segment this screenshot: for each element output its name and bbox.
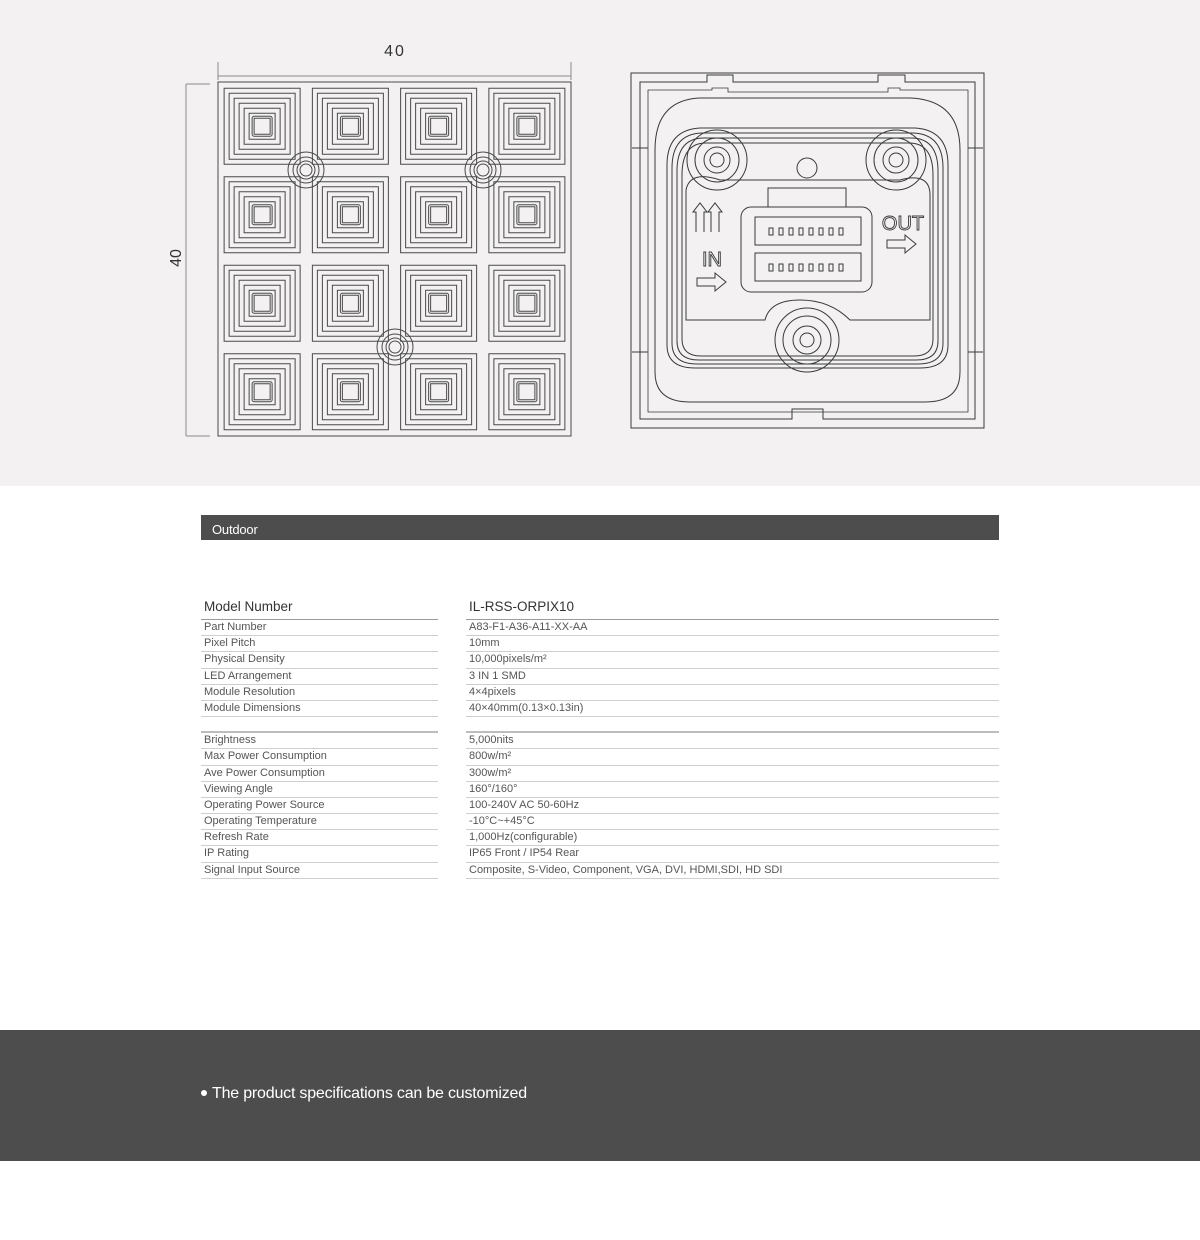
spec-value: 160°/160° [466, 782, 999, 798]
connector-pin [799, 228, 803, 235]
spec-value: 40×40mm(0.13×0.13in) [466, 701, 999, 717]
spec-value: 4×4pixels [466, 685, 999, 701]
led-pixel [401, 88, 477, 164]
spec-group-performance [201, 733, 999, 879]
led-pixel [489, 354, 565, 430]
spec-label: Ave Power Consumption [201, 766, 438, 782]
led-pixel [224, 354, 300, 430]
connector-pin [809, 228, 813, 235]
spec-row [201, 733, 999, 749]
led-pixel [312, 265, 388, 341]
product-drawing-area [0, 0, 1200, 486]
spec-header-row [201, 597, 999, 620]
spec-label: Signal Input Source [201, 863, 438, 879]
led-pixel [224, 88, 300, 164]
connector-pin [829, 264, 833, 271]
out-arrow-icon [887, 235, 916, 253]
spec-value: 100-240V AC 50-60Hz [466, 798, 999, 814]
mount-hole-left [687, 130, 747, 190]
connector-pin [799, 264, 803, 271]
spec-row [201, 830, 999, 846]
section-header-bar [201, 515, 999, 540]
connector-pin [769, 228, 773, 235]
divider-left [201, 717, 438, 733]
spec-label: Physical Density [201, 652, 438, 668]
locator-hole [797, 158, 817, 178]
spec-row [201, 636, 999, 652]
spec-row [201, 863, 999, 879]
module-back-view [631, 73, 984, 428]
led-pixel [401, 177, 477, 253]
connector-pin [819, 264, 823, 271]
spec-label: Operating Power Source [201, 798, 438, 814]
connector-pin [779, 264, 783, 271]
led-pixel [401, 354, 477, 430]
module-front-view [218, 82, 571, 436]
connector-pin [839, 264, 843, 271]
spec-label: Pixel Pitch [201, 636, 438, 652]
height-label: 40 [168, 249, 185, 267]
led-pixel [489, 265, 565, 341]
spec-value: 300w/m² [466, 766, 999, 782]
spec-label: Refresh Rate [201, 830, 438, 846]
led-pixel [312, 88, 388, 164]
spec-value: 10mm [466, 636, 999, 652]
spec-row [201, 798, 999, 814]
led-pixel [312, 177, 388, 253]
spec-label: LED Arrangement [201, 669, 438, 685]
connector-top [755, 217, 861, 245]
spec-value: -10°C~+45°C [466, 814, 999, 830]
spec-label: Viewing Angle [201, 782, 438, 798]
module-technical-drawing [0, 0, 1200, 486]
spec-label: Module Dimensions [201, 701, 438, 717]
screw-hole [377, 329, 413, 365]
spec-row [201, 814, 999, 830]
spec-row [201, 782, 999, 798]
connector-pin [789, 228, 793, 235]
up-arrows-icon [693, 203, 722, 232]
led-pixel [401, 265, 477, 341]
led-pixel [489, 177, 565, 253]
divider-right [466, 717, 999, 733]
screw-hole [288, 152, 324, 188]
spec-row [201, 701, 999, 717]
width-dimension [218, 43, 571, 80]
out-label: OUT [881, 213, 925, 235]
spec-row [201, 620, 999, 636]
spec-label: Operating Temperature [201, 814, 438, 830]
connector-pin [819, 228, 823, 235]
spec-header-value: IL-RSS-ORPIX10 [466, 597, 999, 620]
connector-pin [789, 264, 793, 271]
customization-note-text: The product specifications can be customized [212, 1085, 527, 1102]
spec-table [201, 597, 999, 879]
height-dimension [168, 84, 210, 436]
spec-header-label: Model Number [201, 597, 438, 620]
connector-pin [809, 264, 813, 271]
mount-hole-bottom [775, 308, 839, 372]
led-pixel [312, 354, 388, 430]
bullet-icon [201, 1090, 207, 1096]
spec-value: 5,000nits [466, 733, 999, 749]
led-pixel [224, 177, 300, 253]
spec-label: IP Rating [201, 846, 438, 862]
section-title: Outdoor [212, 522, 258, 537]
led-pixel [224, 265, 300, 341]
spec-row [201, 846, 999, 862]
spec-value: IP65 Front / IP54 Rear [466, 846, 999, 862]
spec-label: Part Number [201, 620, 438, 636]
spec-value: 10,000pixels/m² [466, 652, 999, 668]
spec-value: A83-F1-A36-A11-XX-AA [466, 620, 999, 636]
connector-pin [829, 228, 833, 235]
spec-row [201, 749, 999, 765]
led-pixel [489, 88, 565, 164]
spec-label: Brightness [201, 733, 438, 749]
screw-hole [465, 152, 501, 188]
in-arrow-icon [697, 273, 726, 291]
customization-note [201, 1085, 527, 1103]
footer-band [0, 1030, 1200, 1161]
spec-value: 1,000Hz(configurable) [466, 830, 999, 846]
spec-row [201, 766, 999, 782]
spec-label: Module Resolution [201, 685, 438, 701]
spec-group-general [201, 620, 999, 717]
spec-label: Max Power Consumption [201, 749, 438, 765]
in-label: IN [702, 249, 722, 271]
spec-value: Composite, S-Video, Component, VGA, DVI, HDMI,SDI, HD SDI [466, 863, 999, 879]
mount-hole-right [866, 130, 926, 190]
spec-value: 800w/m² [466, 749, 999, 765]
connector-pin [779, 228, 783, 235]
connector-bottom [755, 253, 861, 281]
spec-row [201, 669, 999, 685]
spec-group-divider [201, 717, 999, 733]
spec-row [201, 685, 999, 701]
spec-value: 3 IN 1 SMD [466, 669, 999, 685]
connector-pin [839, 228, 843, 235]
connector-pin [769, 264, 773, 271]
width-label: 40 [384, 43, 406, 60]
spec-row [201, 652, 999, 668]
